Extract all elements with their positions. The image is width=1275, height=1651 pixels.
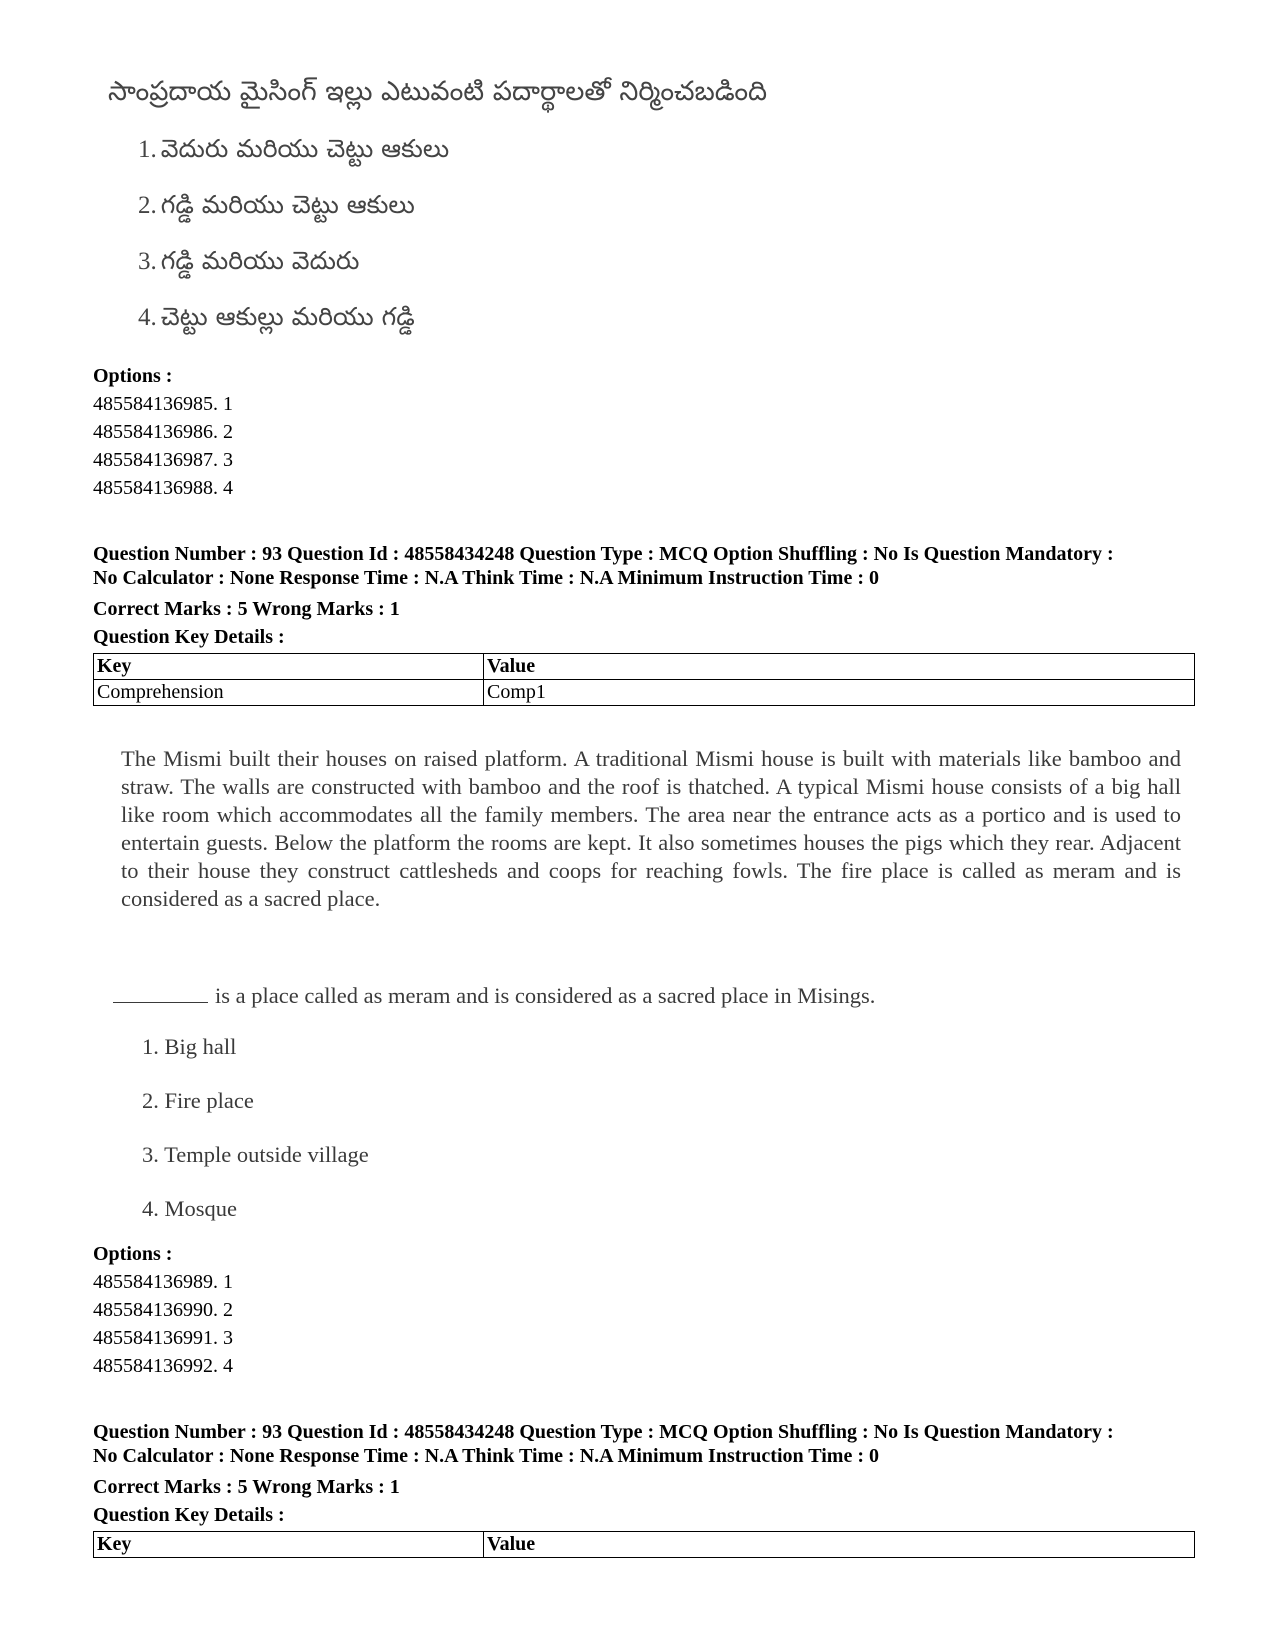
- options-heading: Options :: [93, 1243, 173, 1265]
- question-meta: [93, 1420, 1203, 1468]
- marks-line: Correct Marks : 5 Wrong Marks : 1: [93, 598, 400, 620]
- telugu-option-1: [138, 134, 449, 170]
- question-meta: [93, 542, 1203, 590]
- option-number: 4.: [138, 304, 157, 331]
- key-details-heading: Question Key Details :: [93, 1504, 285, 1526]
- table-header-key: Key: [94, 654, 484, 680]
- table-header-value: Value: [484, 654, 1195, 680]
- english-option-1: 1. Big hall: [142, 1034, 237, 1059]
- option-id-line: 485584136990. 2: [93, 1299, 233, 1321]
- key-value-table: [93, 1531, 1195, 1558]
- table-header-value: Value: [484, 1532, 1195, 1558]
- option-number: 1.: [138, 136, 157, 163]
- english-option-4: 4. Mosque: [142, 1196, 237, 1221]
- option-id-line: 485584136992. 4: [93, 1355, 233, 1377]
- question-meta-line-1: Question Number : 93 Question Id : 48558434248 Question Type : MCQ Option Shuffling : No Is Question Mandatory :: [93, 543, 1114, 565]
- blank-line: [113, 982, 208, 1003]
- key-details-heading: Question Key Details :: [93, 626, 285, 648]
- telugu-option-3: [138, 246, 359, 282]
- table-header-key: Key: [94, 1532, 484, 1558]
- fill-blank-question: [113, 982, 875, 1009]
- options-heading: Options :: [93, 365, 173, 387]
- telugu-option-4: [138, 302, 415, 338]
- table-cell-value: Comp1: [484, 680, 1195, 706]
- table-header-row: [94, 1532, 1195, 1558]
- option-id-line: 485584136989. 1: [93, 1271, 233, 1293]
- english-option-2: 2. Fire place: [142, 1088, 254, 1113]
- table-header-row: [94, 654, 1195, 680]
- telugu-question-text: సాంప్రదాయ మైసింగ్ ఇల్లు ఎటువంటి పదార్థాలతో నిర్మించబడింది: [108, 76, 768, 107]
- comprehension-passage: The Mismi built their houses on raised platform. A traditional Mismi house is built with materials like bamboo and straw. The walls are constructed with bamboo and the roof is thatched. A typical Mismi house consists of a big hall like room which accommodates all the family members. The area near the entrance acts as a portico and is used to entertain guests. Below the platform the rooms are kept. It also sometimes houses the pigs which they rear. Adjacent to their house they construct cattlesheds and coops for reaching fowls. The fire place is called as meram and is considered as a sacred place.: [121, 746, 1181, 911]
- option-id-line: 485584136985. 1: [93, 393, 233, 415]
- option-id-line: 485584136991. 3: [93, 1327, 233, 1349]
- table-row: [94, 680, 1195, 706]
- english-option-3: 3. Temple outside village: [142, 1142, 369, 1167]
- key-value-table: [93, 653, 1195, 706]
- option-id-line: 485584136988. 4: [93, 477, 233, 499]
- option-text: గడ్డి మరియు చెట్టు ఆకులు: [160, 190, 415, 219]
- option-text: చెట్టు ఆకుల్లు మరియు గడ్డి: [160, 302, 415, 331]
- option-number: 2.: [138, 192, 157, 219]
- fill-blank-question-text: is a place called as meram and is considered as a sacred place in Misings.: [215, 983, 876, 1008]
- option-text: గడ్డి మరియు వెదురు: [160, 246, 360, 275]
- telugu-option-2: [138, 190, 415, 226]
- option-text: వెదురు మరియు చెట్టు ఆకులు: [160, 134, 450, 163]
- table-cell-key: Comprehension: [94, 680, 484, 706]
- question-meta-line-2: No Calculator : None Response Time : N.A Think Time : N.A Minimum Instruction Time : 0: [93, 1445, 879, 1467]
- option-number: 3.: [138, 248, 157, 275]
- marks-line: Correct Marks : 5 Wrong Marks : 1: [93, 1476, 400, 1498]
- option-id-line: 485584136986. 2: [93, 421, 233, 443]
- option-id-line: 485584136987. 3: [93, 449, 233, 471]
- question-meta-line-1: Question Number : 93 Question Id : 48558434248 Question Type : MCQ Option Shuffling : No Is Question Mandatory :: [93, 1421, 1114, 1443]
- question-meta-line-2: No Calculator : None Response Time : N.A Think Time : N.A Minimum Instruction Time : 0: [93, 567, 879, 589]
